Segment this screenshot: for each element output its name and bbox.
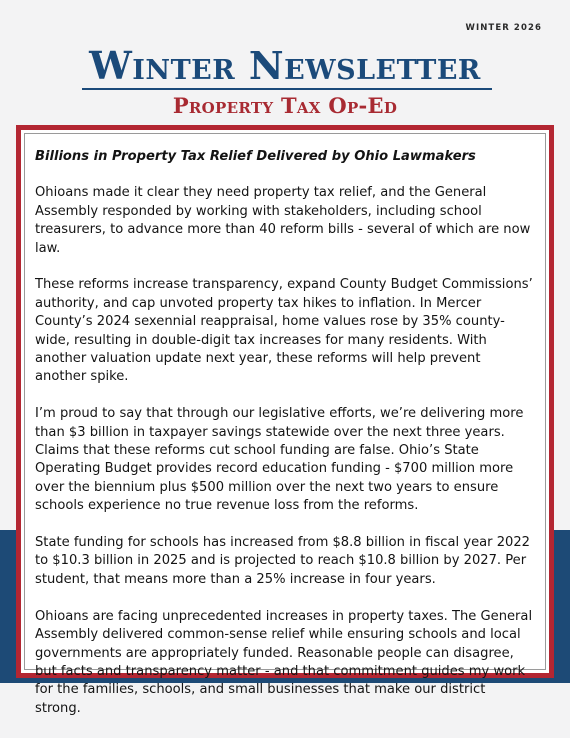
section-title: Property Tax Op-Ed	[172, 93, 398, 118]
article-paragraph-4: Claims that these reforms cut school funding are false. Ohio’s State Operating Budget provides record education funding - $700 million more over the biennium plus $500 million over the next two years to ensure schools experience no true revenue loss from the reforms.	[35, 443, 514, 514]
article-frame	[16, 125, 554, 716]
newsletter-title: Winter Newsletter	[89, 43, 481, 88]
season-label: WINTER 2026	[465, 23, 542, 33]
article-paragraph-2: These reforms increase transparency, expand County Budget Commissions’ authority, and cap unvoted property tax hikes to inflation. In Mercer County’s 2024 sexennial reappraisal, home values rose by 35% county-wide, resulting in double-digit tax increases for many residents. With another valuation update next year, these reforms will help prevent another spike.	[35, 277, 533, 385]
article-paragraph-5: State funding for schools has increased from $8.8 billion in fiscal year 2022 to $10.3 billion in 2025 and is projected to reach $10.8 billion by 2027. Per student, that means more than a 25% increase in four years.	[35, 535, 531, 587]
article-paragraph-6: Ohioans are facing unprecedented increases in property taxes. The General Assembly delivered common-sense relief while ensuring schools and local governments are appropriately funded. Reasonable people can disagree, but facts and transparency matter - and that commitment guides my work for the families, schools, and small businesses that make our district strong.	[35, 608, 533, 716]
article-paragraph-1: Ohioans made it clear they need property tax relief, and the General Assembly responded by working with stakeholders, including school treasurers, to advance more than 40 reform bills - several of which are now law.	[35, 185, 531, 256]
title-underline	[82, 88, 492, 90]
article-body	[35, 148, 535, 737]
article-paragraph-3: I’m proud to say that through our legislative efforts, we’re delivering more than $3 billion in taxpayer savings statewide over the next three years.	[35, 406, 524, 440]
article-headline: Billions in Property Tax Relief Delivered by Ohio Lawmakers	[35, 149, 476, 164]
